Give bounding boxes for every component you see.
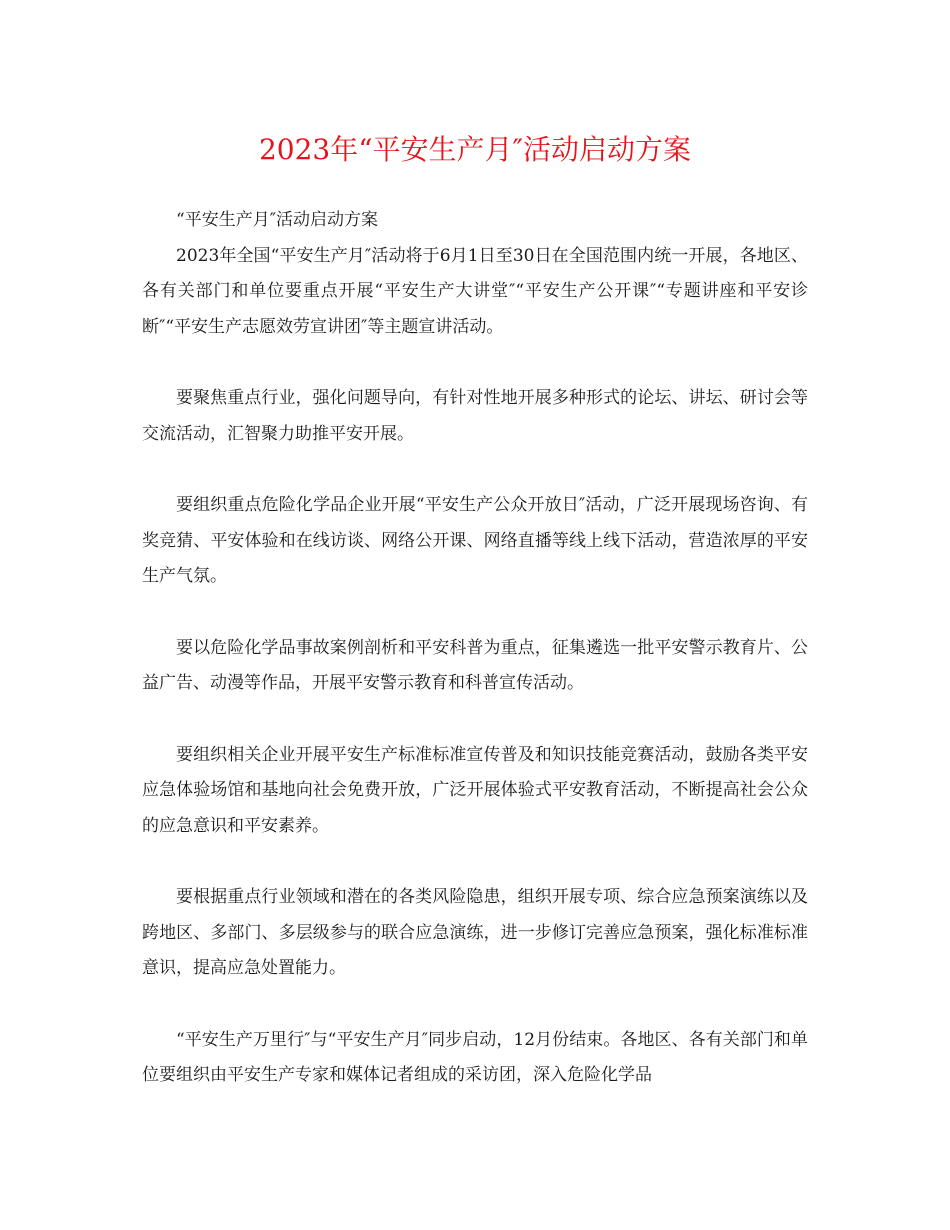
paragraph-subtitle: “平安生产月″活动启动方案	[176, 210, 379, 230]
paragraph-intro: 2023年全国“平安生产月″活动将于6月1日至30日在全国范围内统一开展，各地区、各有关部门和单位要重点开展“平安生产大讲堂″“平安生产公开课″“专题讲座和平安诊断″“平安生产志愿效劳宣讲团″等主题宣讲活动。	[142, 245, 808, 337]
document-title: 2023年“平安生产月″活动启动方案	[258, 133, 692, 166]
document-body	[142, 203, 808, 1094]
paragraph-safety-tour: “平安生产万里行″与“平安生产月″同步启动，12月份结束。各地区、各有关部门和单位要组织由平安生产专家和媒体记者组成的采访团，深入危险化学品	[142, 1029, 808, 1085]
paragraph-open-day: 要组织重点危险化学品企业开展“平安生产公众开放日″活动，广泛开展现场咨询、有奖竞猜、平安体验和在线访谈、网络公开课、网络直播等线上线下活动，营造浓厚的平安生产气氛。	[142, 495, 808, 586]
paragraph-emergency-drills: 要根据重点行业领域和潜在的各类风险隐患，组织开展专项、综合应急预案演练以及跨地区、多部门、多层级参与的联合应急演练，进一步修订完善应急预案，强化标准标准意识，提高应急处置能力。	[142, 887, 808, 978]
paragraph-knowledge-contest: 要组织相关企业开展平安生产标准标准宣传普及和知识技能竞赛活动，鼓励各类平安应急体验场馆和基地向社会免费开放，广泛开展体验式平安教育活动，不断提高社会公众的应急意识和平安素养。	[142, 744, 808, 836]
paragraph-focus-industries: 要聚焦重点行业，强化问题导向，有针对性地开展多种形式的论坛、讲坛、研讨会等交流活动，汇智聚力助推平安开展。	[142, 388, 808, 444]
paragraph-case-analysis: 要以危险化学品事故案例剖析和平安科普为重点，征集遴选一批平安警示教育片、公益广告、动漫等作品，开展平安警示教育和科普宣传活动。	[142, 637, 808, 693]
